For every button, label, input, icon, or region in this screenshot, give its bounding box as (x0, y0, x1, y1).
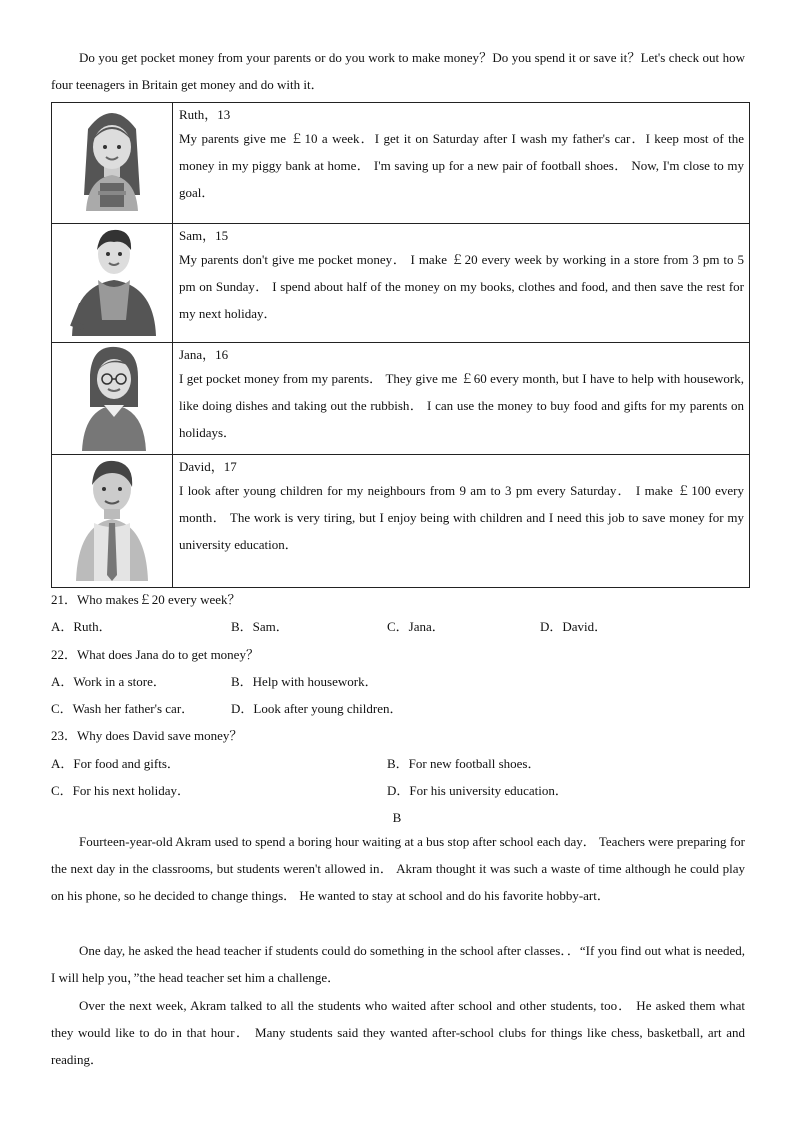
question-21-option-c[interactable]: C．Jana． (387, 619, 445, 634)
section-b-paragraph: One day, he asked the head teacher if students could do something in the school after classes．．“If you find out what is needed, I will help you，”the head teacher set him a challenge． (51, 943, 745, 985)
boy-with-scarf-icon (52, 224, 172, 341)
profile-name: Sam，15 (179, 228, 229, 243)
profile-name: David，17 (179, 459, 237, 474)
portrait-cell (52, 455, 173, 588)
question-23-option-a[interactable]: A．For food and gifts． (51, 756, 180, 771)
intro-paragraph: Do you get pocket money from your parents or do you work to make money？Do you spend it or save it？Let's check out how four teenagers in Britain get money and do with it． (51, 50, 745, 92)
question-22-option-b[interactable]: B．Help with housework． (231, 674, 378, 689)
question-22-option-d[interactable]: D．Look after young children． (231, 701, 403, 716)
question-23-stem: 23．Why does David save money？ (51, 728, 243, 743)
profile-text: My parents give me ￡10 a week．I get it on Saturday after I wash my father's car．I keep most of the money in my piggy bank at home． I'm saving up for a new pair of football shoes． Now, I'm close to my goal． (179, 131, 744, 200)
question-23-option-c[interactable]: C．For his next holiday． (51, 783, 191, 798)
section-b-paragraph: Over the next week, Akram talked to all the students who waited after school and other students, too． He asked them what they would like to do in that hour． Many students said they wanted after-school clubs for things like chess, basketball, art and reading． (51, 998, 745, 1067)
profile-cell (173, 455, 750, 588)
question-21-option-a[interactable]: A．Ruth． (51, 619, 112, 634)
question-21-stem: 21．Who makes￡20 every week？ (51, 592, 241, 607)
profile-cell (173, 103, 750, 224)
boy-with-tie-icon (52, 455, 172, 586)
table-row (52, 343, 750, 455)
girl-with-books-icon (52, 103, 172, 222)
profile-cell (173, 224, 750, 343)
question-21-option-b[interactable]: B．Sam． (231, 619, 289, 634)
table-row (52, 103, 750, 224)
portrait-cell (52, 224, 173, 343)
question-22-option-c[interactable]: C．Wash her father's car． (51, 701, 195, 716)
profiles-table (51, 102, 750, 588)
profile-text: I get pocket money from my parents． They give me ￡60 every month, but I have to help with housework, like doing dishes and taking out the rubbish． I can use the money to buy food and gifts for my parents on holidays． (179, 371, 744, 440)
table-row (52, 224, 750, 343)
girl-with-glasses-icon (52, 343, 172, 453)
portrait-cell (52, 103, 173, 224)
question-23-option-d[interactable]: D．For his university education． (387, 783, 568, 798)
section-b-paragraph: Fourteen-year-old Akram used to spend a boring hour waiting at a bus stop after school each day． Teachers were preparing for the next day in the classrooms, but students weren't allowed in． Akram thought it was such a waste of time although he could play on his phone, so he decided to change things． He wanted to stay at school and do his favorite hobby-art． (51, 834, 745, 903)
table-row (52, 455, 750, 588)
portrait-cell (52, 343, 173, 455)
question-23-option-b[interactable]: B．For new football shoes． (387, 756, 541, 771)
question-21-option-d[interactable]: D．David． (540, 619, 608, 634)
question-22-stem: 22．What does Jana do to get money？ (51, 647, 259, 662)
profile-name: Ruth，13 (179, 107, 231, 122)
profile-name: Jana，16 (179, 347, 229, 362)
question-22-option-a[interactable]: A．Work in a store． (51, 674, 166, 689)
section-b-label: B (392, 810, 402, 825)
profile-text: I look after young children for my neighbours from 9 am to 3 pm every Saturday． I make ￡100 every month． The work is very tiring, but I enjoy being with children and I need this job to save money for my university education． (179, 483, 744, 552)
profile-cell (173, 343, 750, 455)
profile-text: My parents don't give me pocket money． I make ￡20 every week by working in a store from 3 pm to 5 pm on Sunday． I spend about half of the money on my books, clothes and food, and then save the rest for my next holiday． (179, 252, 744, 321)
